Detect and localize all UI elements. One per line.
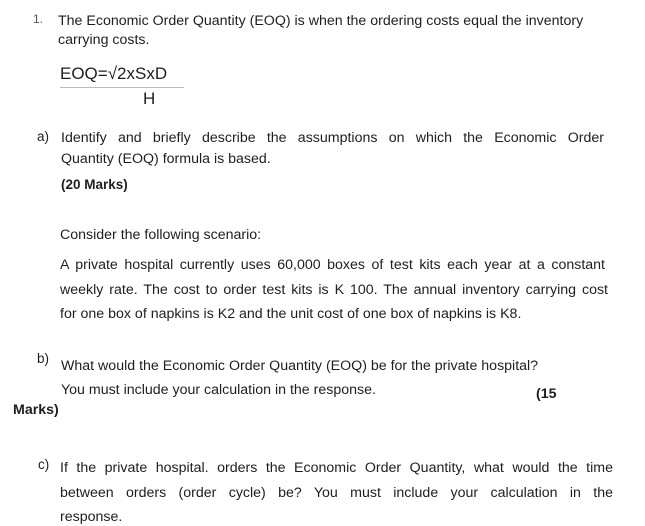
part-c-line-1: If the private hospital. orders the Economic Order Quantity, what would the time (60, 460, 613, 476)
eoq-formula-numerator: EOQ=√2xSxD (60, 64, 168, 83)
part-b-line-2: You must include your calculation in the response. (61, 382, 376, 398)
scenario-line-1: A private hospital currently uses 60,000 boxes of test kits each year at a constant (60, 257, 605, 273)
part-a-line-1: Identify and briefly describe the assumptions on which the Economic Order (61, 130, 604, 146)
part-c-line-3: response. (60, 509, 123, 525)
scenario-intro: Consider the following scenario: (60, 227, 262, 243)
question-1-line-1: The Economic Order Quantity (EOQ) is when the ordering costs equal the inventory (58, 13, 584, 29)
scenario-line-3: for one box of napkins is K2 and the unit cost of one box of napkins is K8. (60, 306, 522, 322)
part-b-label: b) (37, 351, 50, 366)
part-c-label: c) (38, 457, 50, 472)
question-1-line-2: carrying costs. (58, 32, 150, 48)
fraction-line (60, 87, 184, 88)
part-b-marks-open: (15 (536, 386, 557, 402)
question-number: 1. (33, 12, 44, 26)
eoq-formula-denominator: H (143, 89, 156, 108)
part-b-marks-close: Marks) (13, 402, 59, 418)
part-a-line-2: Quantity (EOQ) formula is based. (61, 151, 271, 167)
part-c-line-2: between orders (order cycle) be? You must include your calculation in the (60, 485, 613, 501)
part-a-label: a) (37, 129, 50, 144)
scenario-line-2: weekly rate. The cost to order test kits is K 100. The annual inventory carrying cost (60, 282, 608, 298)
part-b-line-1: What would the Economic Order Quantity (EOQ) be for the private hospital? (61, 358, 539, 374)
part-a-marks: (20 Marks) (61, 177, 128, 192)
